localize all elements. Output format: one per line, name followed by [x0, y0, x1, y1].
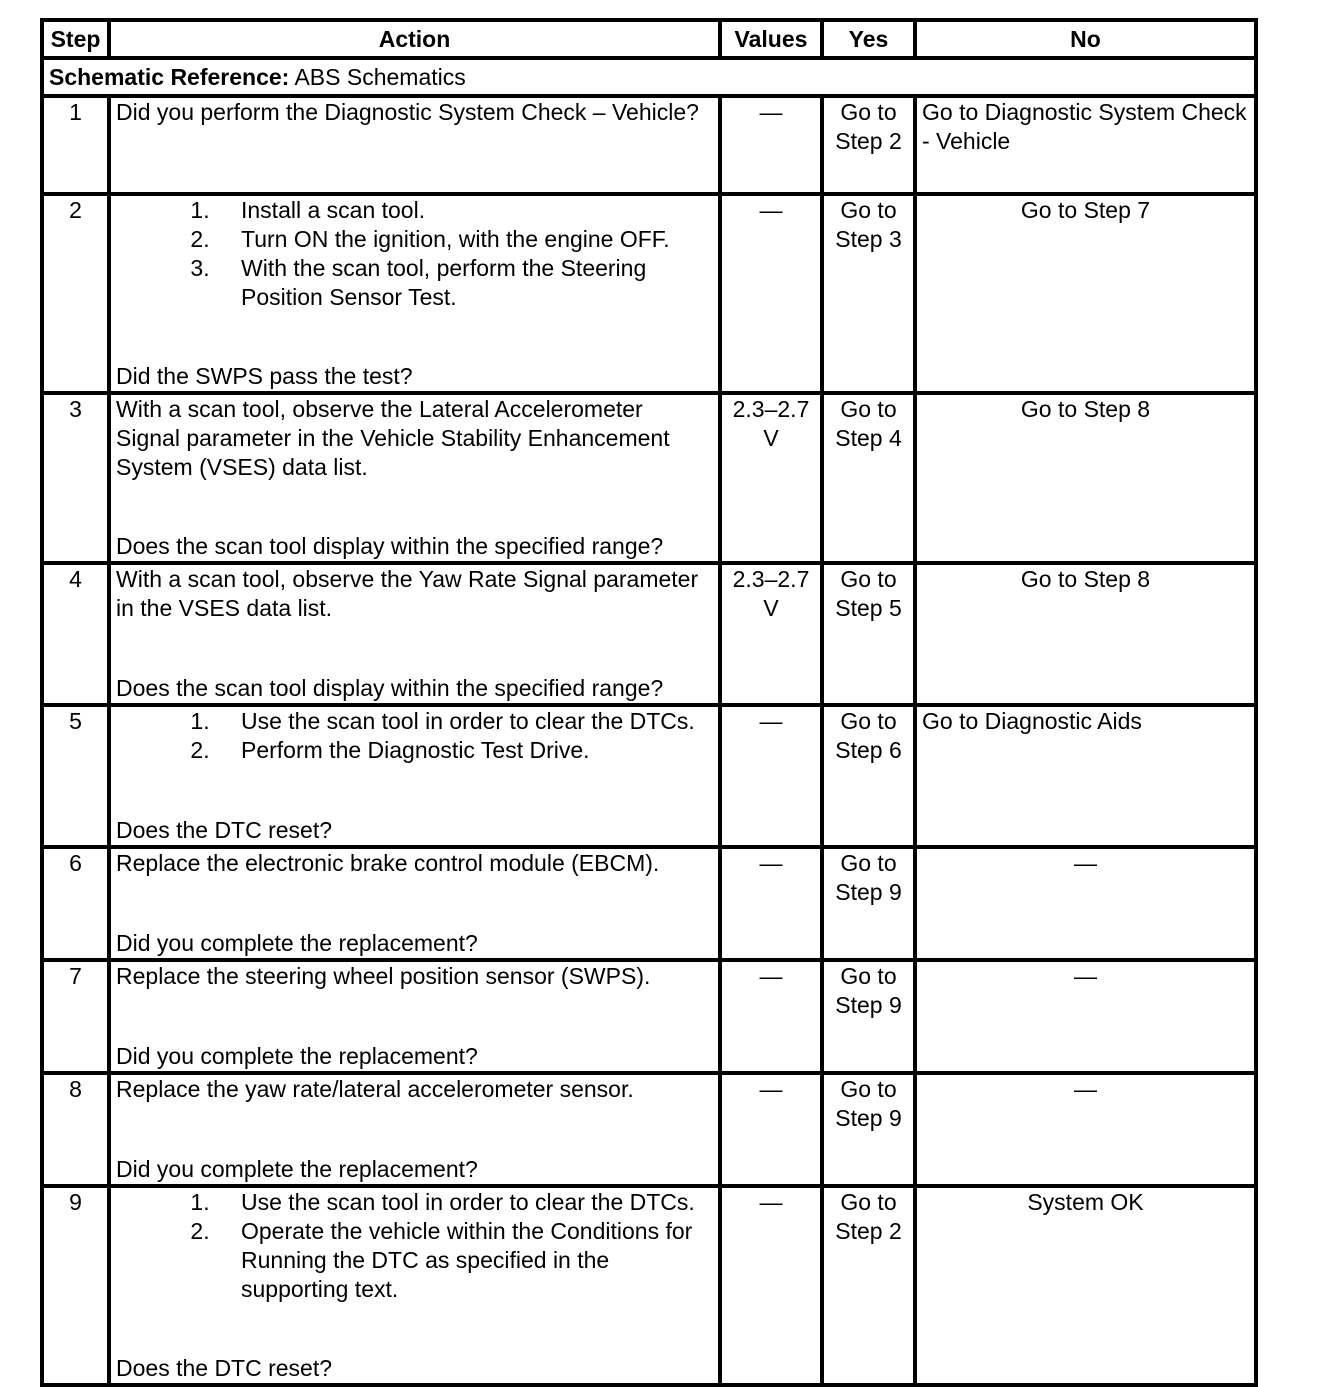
list-item: 1. Use the scan tool in order to clear the DTCs.	[216, 707, 713, 736]
action-question: Did you complete the replacement?	[116, 930, 478, 956]
yes-cell: Go to Step 9	[822, 847, 915, 960]
list-item: 2. Perform the Diagnostic Test Drive.	[216, 736, 713, 765]
no-cell: Go to Diagnostic System Check - Vehicle	[915, 96, 1256, 194]
yes-cell: Go to Step 5	[822, 563, 915, 705]
action-text: With a scan tool, observe the Lateral Accelerometer Signal parameter in the Vehicle Stability Enhancement System (VSES) data list.	[116, 396, 670, 480]
action-text: Replace the steering wheel position sensor (SWPS).	[116, 963, 651, 989]
step-number: 2	[42, 194, 109, 393]
action-question: Did you complete the replacement?	[116, 1156, 478, 1182]
value-cell: —	[720, 847, 822, 960]
action-question: Did the SWPS pass the test?	[116, 363, 413, 389]
step-number: 3	[42, 393, 109, 563]
action-text: Replace the electronic brake control module (EBCM).	[116, 850, 660, 876]
value-cell: —	[720, 705, 822, 847]
step-number: 7	[42, 960, 109, 1073]
no-cell: —	[915, 960, 1256, 1073]
action-cell	[109, 393, 720, 563]
table-row	[42, 96, 1256, 194]
table-row	[42, 194, 1256, 393]
action-text: Replace the yaw rate/lateral accelerometer sensor.	[116, 1076, 634, 1102]
action-cell	[109, 705, 720, 847]
header-action: Action	[109, 20, 720, 58]
action-cell	[109, 563, 720, 705]
action-text: With a scan tool, observe the Yaw Rate Signal parameter in the VSES data list.	[116, 566, 699, 621]
value-cell: —	[720, 194, 822, 393]
list-item: 2. Operate the vehicle within the Conditions for Running the DTC as specified in the supporting text.	[216, 1217, 713, 1304]
table-row	[42, 960, 1256, 1073]
list-item: 2. Turn ON the ignition, with the engine OFF.	[216, 225, 713, 254]
step-number: 5	[42, 705, 109, 847]
schematic-label: Schematic Reference:	[49, 63, 290, 90]
schematic-row	[42, 58, 1256, 96]
value-cell: 2.3–2.7 V	[720, 563, 822, 705]
table-row	[42, 1073, 1256, 1186]
step-number: 6	[42, 847, 109, 960]
action-cell	[109, 96, 720, 194]
yes-cell: Go to Step 4	[822, 393, 915, 563]
action-cell	[109, 960, 720, 1073]
action-question: Does the DTC reset?	[116, 1355, 333, 1381]
table-row	[42, 563, 1256, 705]
action-text: Did you perform the Diagnostic System Check – Vehicle?	[116, 99, 699, 125]
value-cell: —	[720, 96, 822, 194]
action-question: Does the scan tool display within the specified range?	[116, 533, 664, 559]
step-number: 4	[42, 563, 109, 705]
table-row	[42, 393, 1256, 563]
list-item: 1. Use the scan tool in order to clear the DTCs.	[216, 1188, 713, 1217]
schematic-reference	[42, 58, 1256, 96]
yes-cell: Go to Step 9	[822, 960, 915, 1073]
value-cell: —	[720, 960, 822, 1073]
step-number: 8	[42, 1073, 109, 1186]
step-number: 1	[42, 96, 109, 194]
yes-cell: Go to Step 3	[822, 194, 915, 393]
yes-cell: Go to Step 2	[822, 96, 915, 194]
yes-cell: Go to Step 6	[822, 705, 915, 847]
header-yes: Yes	[822, 20, 915, 58]
no-cell: Go to Step 8	[915, 563, 1256, 705]
value-cell: 2.3–2.7 V	[720, 393, 822, 563]
action-steps	[116, 707, 713, 765]
action-question: Did you complete the replacement?	[116, 1043, 478, 1069]
list-item: 3. With the scan tool, perform the Steering Position Sensor Test.	[216, 254, 713, 312]
action-steps	[116, 1188, 713, 1304]
value-cell: —	[720, 1073, 822, 1186]
table-row	[42, 1186, 1256, 1385]
schematic-value: ABS Schematics	[294, 63, 466, 90]
step-number: 9	[42, 1186, 109, 1385]
no-cell: System OK	[915, 1186, 1256, 1385]
list-item: 1. Install a scan tool.	[216, 196, 713, 225]
action-cell	[109, 1073, 720, 1186]
diagnostic-table	[40, 18, 1258, 1387]
no-cell: Go to Step 8	[915, 393, 1256, 563]
action-question: Does the DTC reset?	[116, 817, 333, 843]
header-no: No	[915, 20, 1256, 58]
no-cell: Go to Diagnostic Aids	[915, 705, 1256, 847]
action-steps	[116, 196, 713, 312]
action-cell	[109, 194, 720, 393]
action-question: Does the scan tool display within the specified range?	[116, 675, 664, 701]
table-row	[42, 705, 1256, 847]
no-cell: —	[915, 1073, 1256, 1186]
action-cell	[109, 847, 720, 960]
header-row	[42, 20, 1256, 58]
header-step: Step	[42, 20, 109, 58]
header-values: Values	[720, 20, 822, 58]
no-cell: Go to Step 7	[915, 194, 1256, 393]
yes-cell: Go to Step 9	[822, 1073, 915, 1186]
no-cell: —	[915, 847, 1256, 960]
table-row	[42, 847, 1256, 960]
value-cell: —	[720, 1186, 822, 1385]
yes-cell: Go to Step 2	[822, 1186, 915, 1385]
action-cell	[109, 1186, 720, 1385]
